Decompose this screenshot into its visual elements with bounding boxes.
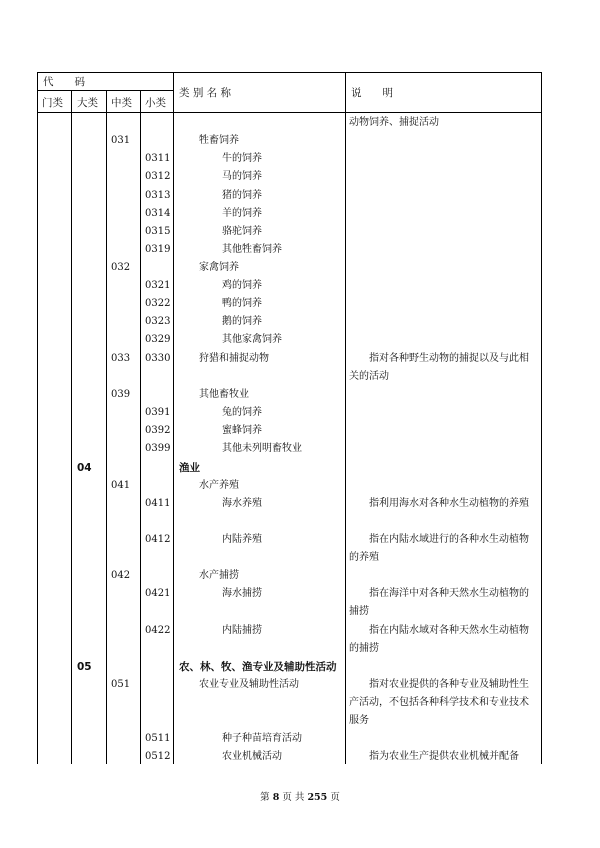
code-xiao: 0421: [145, 588, 171, 599]
footer-page-number: 8: [272, 792, 280, 803]
code-xiao: 0412: [145, 534, 171, 545]
code-xiao: 0312: [145, 171, 171, 182]
code-xiao: 0411: [145, 498, 171, 509]
code-xiao: 0322: [145, 298, 171, 309]
category-description: 动物饲养、捕捉活动: [349, 117, 439, 128]
code-xiao: 0323: [145, 316, 171, 327]
category-name: 兔的饲养: [222, 407, 262, 418]
table-top-border: [37, 72, 541, 73]
code-xiao: 0315: [145, 226, 171, 237]
category-name: 牛的饲养: [222, 153, 262, 164]
category-name: 其他牲畜饲养: [222, 244, 282, 255]
code-xiao: 0321: [145, 280, 171, 291]
category-name: 农业专业及辅助性活动: [199, 679, 299, 690]
category-name: 内陆捕捞: [222, 625, 262, 636]
category-name: 鹅的饲养: [222, 316, 262, 327]
code-zhong: 041: [111, 480, 131, 491]
category-name: 狩猎和捕捉动物: [199, 353, 269, 364]
category-name: 水产养殖: [199, 480, 239, 491]
category-name: 羊的饲养: [222, 208, 262, 219]
category-name: 骆驼饲养: [222, 226, 262, 237]
category-name: 海水捕捞: [222, 588, 262, 599]
category-name: 种子种苗培育活动: [222, 733, 302, 744]
category-name: 农、林、牧、渔专业及辅助性活动: [179, 661, 337, 673]
header-name: 类 别 名 称: [179, 87, 232, 99]
header-zhong: 中类: [111, 97, 132, 109]
category-name: 海水养殖: [222, 498, 262, 509]
code-xiao: 0512: [145, 751, 171, 762]
code-da: 05: [77, 661, 92, 673]
category-name: 鸭的饲养: [222, 298, 262, 309]
code-xiao: 0399: [145, 443, 171, 454]
category-name: 农业机械活动: [222, 751, 282, 762]
category-name: 蜜蜂饲养: [222, 425, 262, 436]
code-xiao: 0422: [145, 625, 171, 636]
category-name: 鸡的饲养: [222, 280, 262, 291]
category-name: 马的饲养: [222, 171, 262, 182]
footer-prefix: 第: [260, 792, 270, 803]
col-border-men: [71, 90, 72, 764]
footer-suffix: 页: [330, 792, 340, 803]
category-description: 指在海洋中对各种天然水生动植物的捕捞: [349, 588, 529, 617]
code-xiao: 0311: [145, 153, 171, 164]
col-border-name: [345, 72, 346, 764]
header-men: 门类: [42, 97, 63, 109]
category-name: 渔业: [179, 462, 200, 474]
code-xiao: 0319: [145, 244, 171, 255]
footer-total-pages: 255: [307, 792, 328, 803]
code-group-divider: [37, 90, 173, 91]
category-description: 指对农业提供的各种专业及辅助性生产活动，不包括各种科学技术和专业技术服务: [349, 679, 529, 726]
header-code-group: 代 码: [43, 76, 85, 88]
category-name: 猪的饲养: [222, 190, 262, 201]
code-xiao: 0313: [145, 190, 171, 201]
code-xiao: 0314: [145, 208, 171, 219]
col-border-zhong: [140, 90, 141, 764]
page-footer: [0, 789, 600, 803]
category-name: 家禽饲养: [199, 262, 239, 273]
category-description: 指利用海水对各种水生动植物的养殖: [349, 498, 529, 509]
category-name: 水产捕捞: [199, 570, 239, 581]
classification-table: [37, 72, 541, 764]
code-zhong: 039: [111, 389, 131, 400]
category-name: 其他家禽饲养: [222, 334, 282, 345]
category-name: 内陆养殖: [222, 534, 262, 545]
code-zhong: 042: [111, 570, 131, 581]
code-zhong: 033: [111, 353, 131, 364]
col-border-da: [106, 90, 107, 764]
code-da: 04: [77, 462, 92, 474]
code-xiao: 0391: [145, 407, 171, 418]
footer-middle: 页 共: [282, 792, 305, 803]
category-description: 指在内陆水域对各种天然水生动植物的捕捞: [349, 625, 529, 654]
code-xiao: 0329: [145, 334, 171, 345]
category-name: 其他畜牧业: [199, 389, 249, 400]
code-zhong: 032: [111, 262, 131, 273]
col-border-right: [541, 72, 542, 764]
code-xiao: 0392: [145, 425, 171, 436]
code-xiao: 0330: [145, 353, 171, 364]
category-description: 指对各种野生动物的捕捉以及与此相关的活动: [349, 353, 529, 382]
code-xiao: 0511: [145, 733, 171, 744]
header-bottom-border: [37, 112, 541, 113]
code-zhong: 051: [111, 679, 131, 690]
header-xiao: 小类: [145, 97, 166, 109]
col-border-left: [37, 72, 38, 764]
category-description: 指为农业生产提供农业机械并配备: [349, 751, 519, 762]
category-name: 其他未列明畜牧业: [222, 443, 302, 454]
header-desc: 说 明: [351, 87, 393, 99]
code-zhong: 031: [111, 135, 131, 146]
category-description: 指在内陆水域进行的各种水生动植物的养殖: [349, 534, 529, 563]
category-name: 牲畜饲养: [199, 135, 239, 146]
header-da: 大类: [77, 97, 98, 109]
col-border-xiao: [173, 72, 174, 764]
